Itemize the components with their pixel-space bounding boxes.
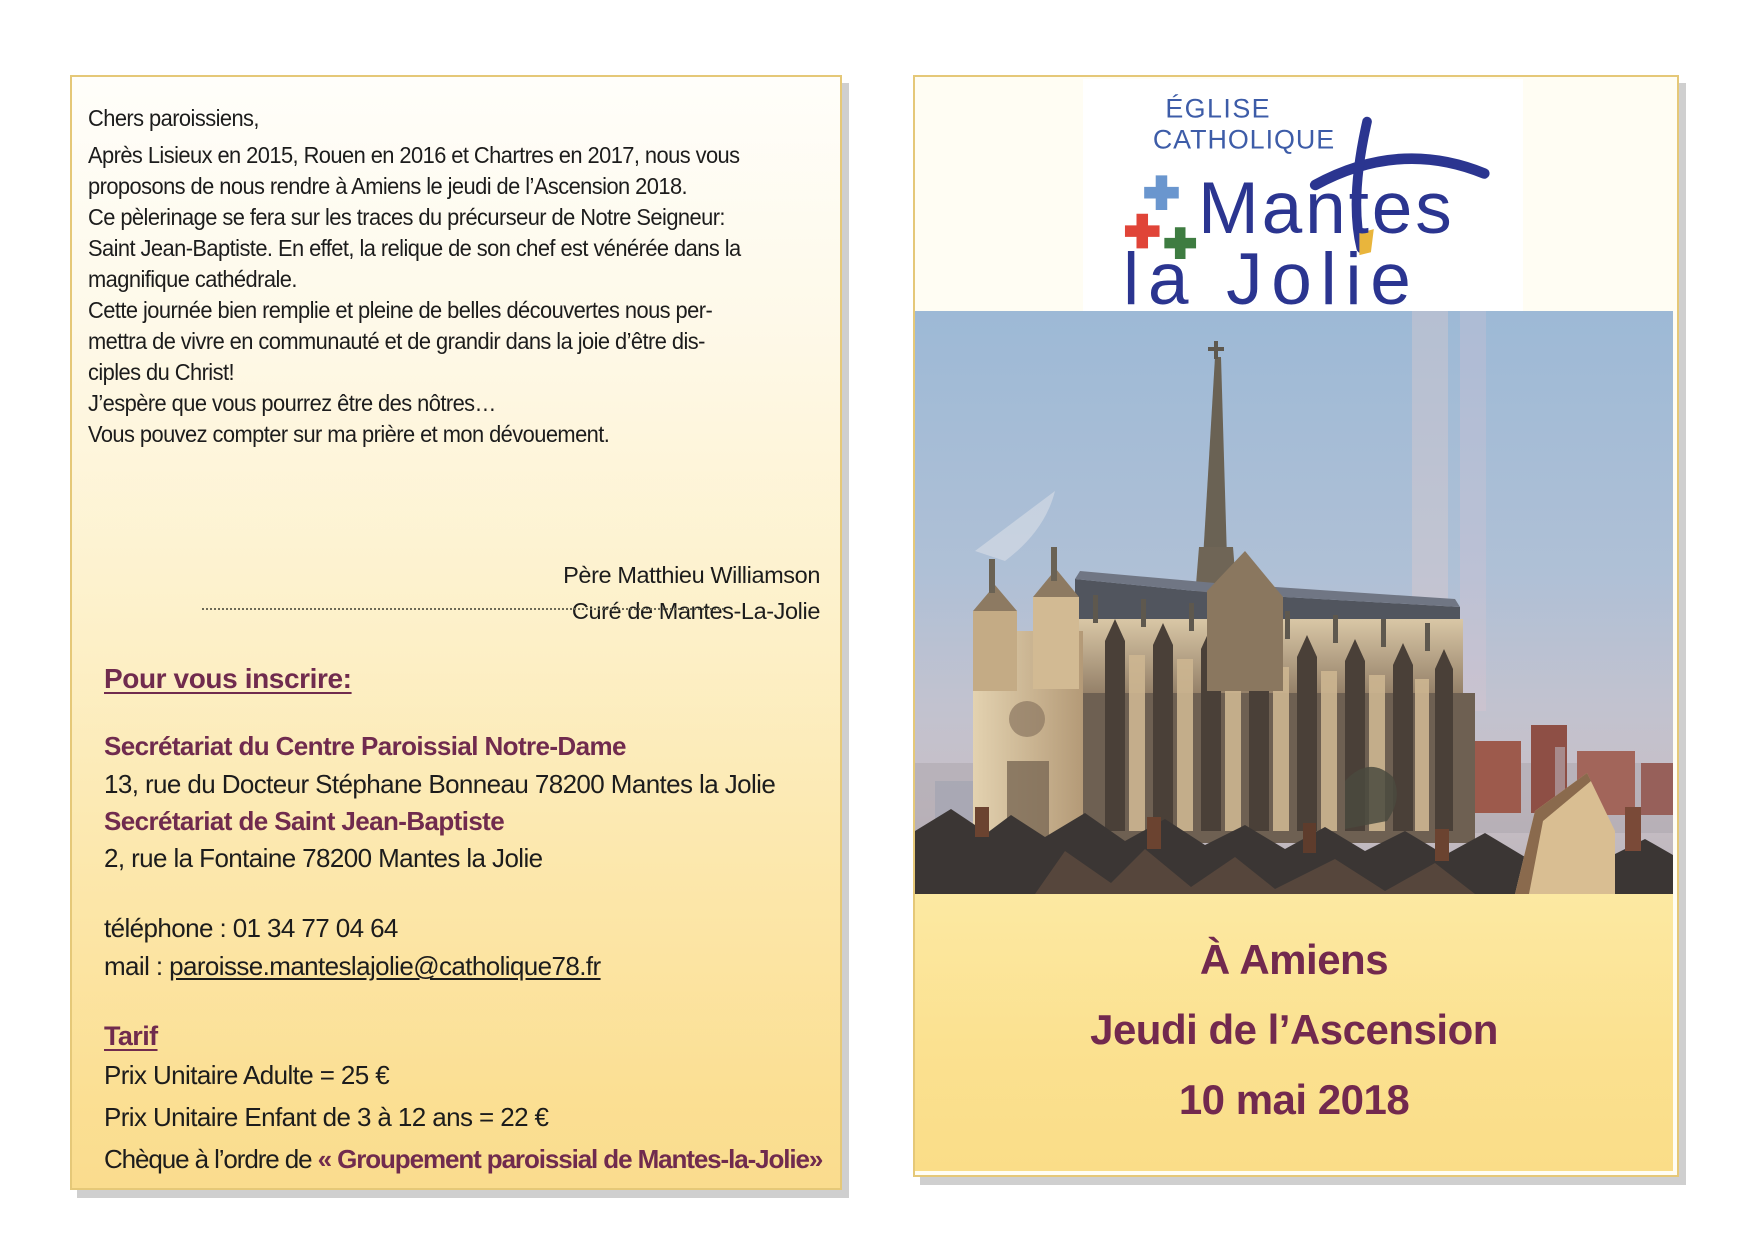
- signature-name: Père Matthieu Williamson: [563, 562, 820, 588]
- mail-line: [104, 951, 601, 982]
- mail-address-link[interactable]: paroisse.manteslajolie@catholique78.fr: [169, 951, 601, 981]
- cheque-prefix: Chèque à l’ordre de: [104, 1144, 318, 1174]
- letter-body: [88, 103, 825, 450]
- letter-panel: [70, 75, 842, 1190]
- event-place: À Amiens: [1199, 936, 1389, 983]
- letter-line: magnifique cathédrale.: [88, 266, 297, 292]
- signature-title: Curé de Mantes-La-Jolie: [571, 598, 820, 624]
- event-date: 10 mai 2018: [1178, 1076, 1410, 1123]
- office1-address: 13, rue du Docteur Stéphane Bonneau 78200 Mantes la Jolie: [104, 769, 776, 799]
- price-adult: Prix Unitaire Adulte = 25 €: [104, 1060, 390, 1090]
- letter-line: Saint Jean-Baptiste. En effet, la relique de son chef est vénérée dans la: [88, 235, 741, 261]
- price-child: Prix Unitaire Enfant de 3 à 12 ans = 22 €: [104, 1102, 549, 1132]
- cheque-line: [104, 1144, 822, 1175]
- diocese-logo: [1083, 79, 1523, 311]
- letter-line: Ce pèlerinage se fera sur les traces du précurseur de Notre Seigneur:: [88, 204, 725, 230]
- letter-line: Après Lisieux en 2015, Rouen en 2016 et Chartres en 2017, nous vous: [88, 142, 740, 168]
- letter-salutation: Chers paroissiens,: [88, 105, 259, 131]
- letter-line: mettra de vivre en communauté et de grandir dans la joie d’être dis-: [88, 328, 705, 354]
- office2-address: 2, rue la Fontaine 78200 Mantes la Jolie: [104, 843, 543, 873]
- cheque-payee: « Groupement paroissial de Mantes-la-Jolie»: [317, 1144, 823, 1174]
- poster-panel: [913, 75, 1679, 1177]
- cathedral-scene: [915, 311, 1673, 894]
- letter-line: J’espère que vous pourrez être des nôtres…: [88, 390, 496, 416]
- inscription-heading: Pour vous inscrire:: [104, 663, 352, 694]
- logo-line-eglise: ÉGLISE: [1165, 93, 1272, 124]
- section-divider: [202, 608, 724, 610]
- letter-line: Cette journée bien remplie et pleine de belles découvertes nous per-: [88, 297, 713, 323]
- office1-label: Secrétariat du Centre Paroissial Notre-Dame: [104, 731, 626, 761]
- tarif-heading: Tarif: [104, 1021, 158, 1051]
- event-banner: [915, 894, 1673, 1171]
- letter-signature: [563, 557, 820, 629]
- office2-label: Secrétariat de Saint Jean-Baptiste: [104, 806, 505, 836]
- logo-line-lajolie: la Jolie: [1123, 239, 1420, 307]
- logo-line-catholique: CATHOLIQUE: [1152, 124, 1336, 155]
- letter-line: proposons de nous rendre à Amiens le jeudi de l’Ascension 2018.: [88, 173, 688, 199]
- phone-line: téléphone : 01 34 77 04 64: [104, 913, 398, 943]
- event-day: Jeudi de l’Ascension: [1090, 1006, 1498, 1053]
- letter-line: ciples du Christ!: [88, 359, 234, 385]
- diocese-logo-art: [1115, 87, 1500, 307]
- amiens-cathedral-photo: [915, 311, 1673, 894]
- letter-line: Vous pouvez compter sur ma prière et mon dévouement.: [88, 421, 610, 447]
- logo-line-mantes: Mantes: [1197, 168, 1455, 250]
- mail-label: mail :: [104, 951, 170, 981]
